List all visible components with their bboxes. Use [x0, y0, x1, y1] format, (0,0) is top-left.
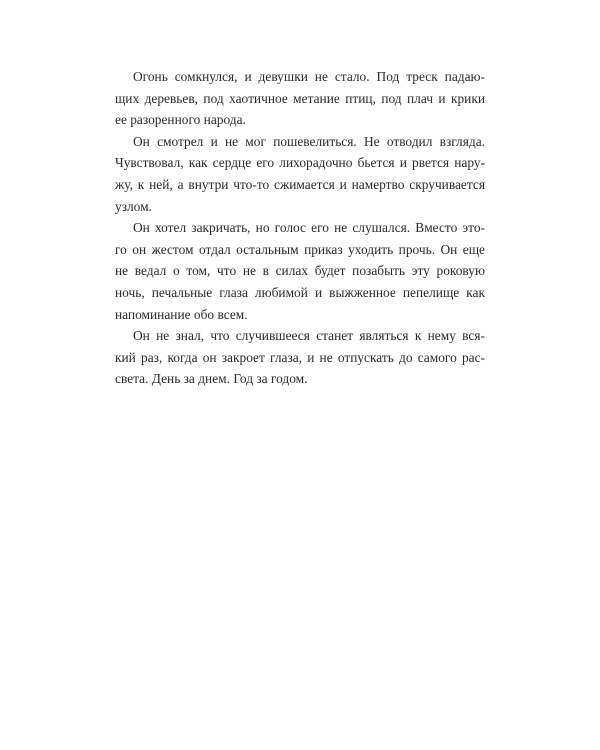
paragraph-4: [115, 325, 485, 390]
text-line: ее разоренного народа.: [115, 112, 246, 128]
text-line: света. День за днем. Год за годом.: [115, 371, 308, 387]
text-line: кий раз, когда он закроет глаза, и не отпускать до самого рас-: [115, 349, 485, 365]
text-line: Чувствовал, как сердце его лихорадочно бьется и рвется нару-: [115, 155, 485, 171]
paragraph-3: [115, 217, 485, 325]
text-line: узлом.: [115, 198, 152, 214]
text-line: го он жестом отдал остальным приказ уходить прочь. Он еще: [115, 241, 485, 257]
text-line: Он смотрел и не мог пошевелиться. Не отводил взгляда.: [133, 133, 485, 149]
text-line: щих деревьев, под хаотичное метание птиц, под плач и крики: [115, 90, 485, 106]
text-line: жу, к ней, а внутри что-то сжимается и намертво скручивается: [115, 176, 485, 192]
text-line: напоминание обо всем.: [115, 306, 248, 322]
text-line: не ведал о том, что не в силах будет позабыть эту роковую: [115, 263, 485, 279]
paragraph-2: [115, 131, 485, 217]
text-line: Он не знал, что случившееся станет являться к нему вся-: [133, 328, 485, 344]
text-line: ночь, печальные глаза любимой и выжженное пепелище как: [115, 284, 485, 300]
text-line: Он хотел закричать, но голос его не слушался. Вместо это-: [133, 220, 485, 236]
text-line: Огонь сомкнулся, и девушки не стало. Под треск падаю-: [133, 69, 485, 84]
paragraph-1: [115, 66, 485, 131]
body-text: [115, 66, 485, 390]
